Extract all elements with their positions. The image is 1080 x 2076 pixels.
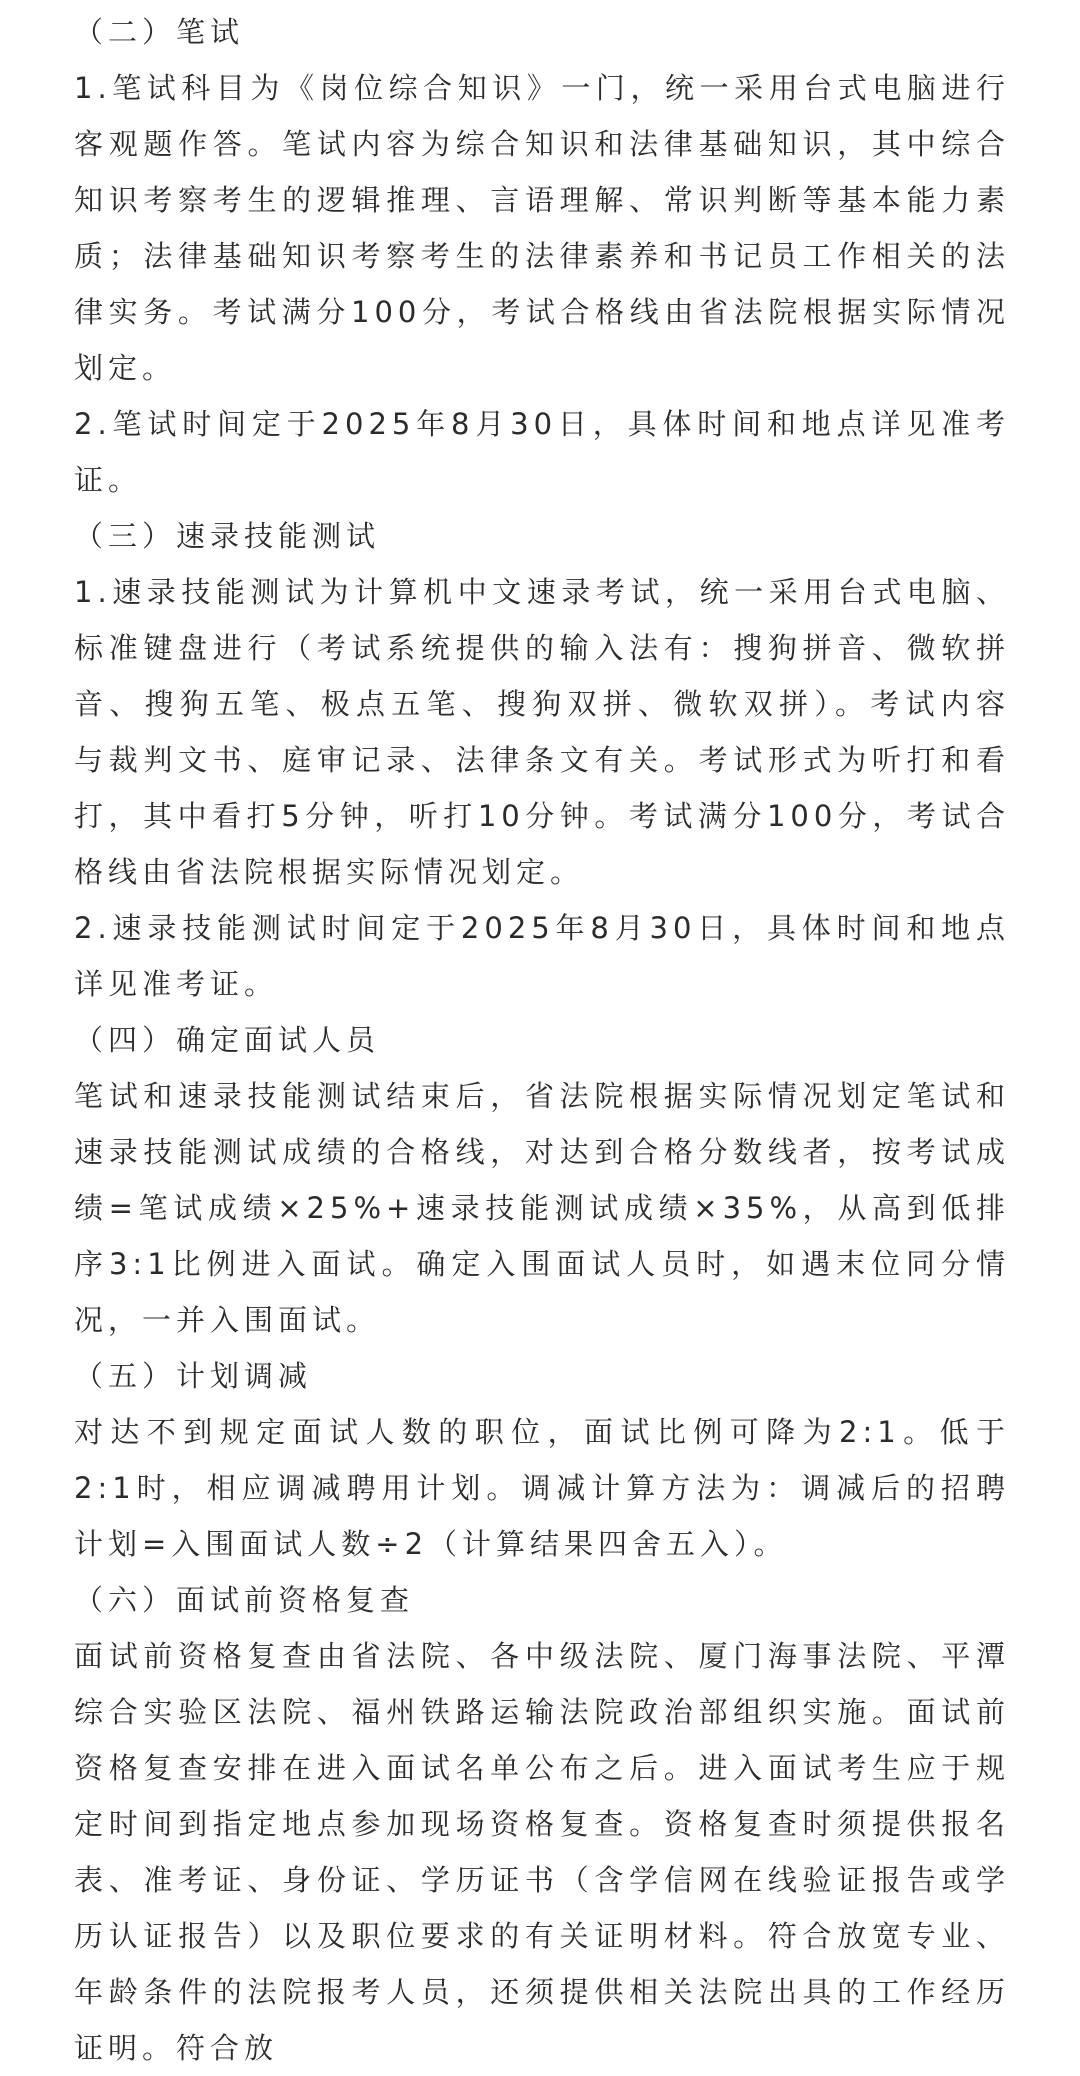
section-heading: （五）计划调减 (74, 1359, 313, 1393)
section-heading: （四）确定面试人员 (74, 1023, 381, 1057)
paragraph: 对达不到规定面试人数的职位，面试比例可降为2:1。低于2:1时，相应调减聘用计划。调减计算方法为：调减后的招聘计划=入围面试人数÷2（计算结果四舍五入）。 (74, 1415, 1010, 1561)
paragraph: 2.笔试时间定于2025年8月30日，具体时间和地点详见准考证。 (74, 407, 1010, 497)
section-heading: （六）面试前资格复查 (74, 1583, 415, 1617)
paragraph: 2.速录技能测试时间定于2025年8月30日，具体时间和地点详见准考证。 (74, 911, 1010, 1001)
paragraph: 1.速录技能测试为计算机中文速录考试，统一采用台式电脑、标准键盘进行（考试系统提供的输入法有：搜狗拼音、微软拼音、搜狗五笔、极点五笔、搜狗双拼、微软双拼）。考试内容与裁判文书、庭审记录、法律条文有关。考试形式为听打和看打，其中看打5分钟，听打10分钟。考试满分100分，考试合格线由省法院根据实际情况划定。 (74, 575, 1010, 889)
paragraph: 面试前资格复查由省法院、各中级法院、厦门海事法院、平潭综合实验区法院、福州铁路运输法院政治部组织实施。面试前资格复查安排在进入面试名单公布之后。进入面试考生应于规定时间到指定地点参加现场资格复查。资格复查时须提供报名表、准考证、身份证、学历证书（含学信网在线验证报告或学历认证报告）以及职位要求的有关证明材料。符合放宽专业、年龄条件的法院报考人员，还须提供相关法院出具的工作经历证明。符合放 (74, 1639, 1010, 2065)
section-heading: （三）速录技能测试 (74, 519, 381, 553)
paragraph: 笔试和速录技能测试结束后，省法院根据实际情况划定笔试和速录技能测试成绩的合格线，对达到合格分数线者，按考试成绩=笔试成绩×25%+速录技能测试成绩×35%，从高到低排序3:1比例进入面试。确定入围面试人员时，如遇末位同分情况，一并入围面试。 (74, 1079, 1010, 1337)
paragraph: 1.笔试科目为《岗位综合知识》一门，统一采用台式电脑进行客观题作答。笔试内容为综合知识和法律基础知识，其中综合知识考察考生的逻辑推理、言语理解、常识判断等基本能力素质；法律基础知识考察考生的法律素养和书记员工作相关的法律实务。考试满分100分，考试合格线由省法院根据实际情况划定。 (74, 71, 1010, 385)
section-heading: （二）笔试 (74, 15, 245, 49)
